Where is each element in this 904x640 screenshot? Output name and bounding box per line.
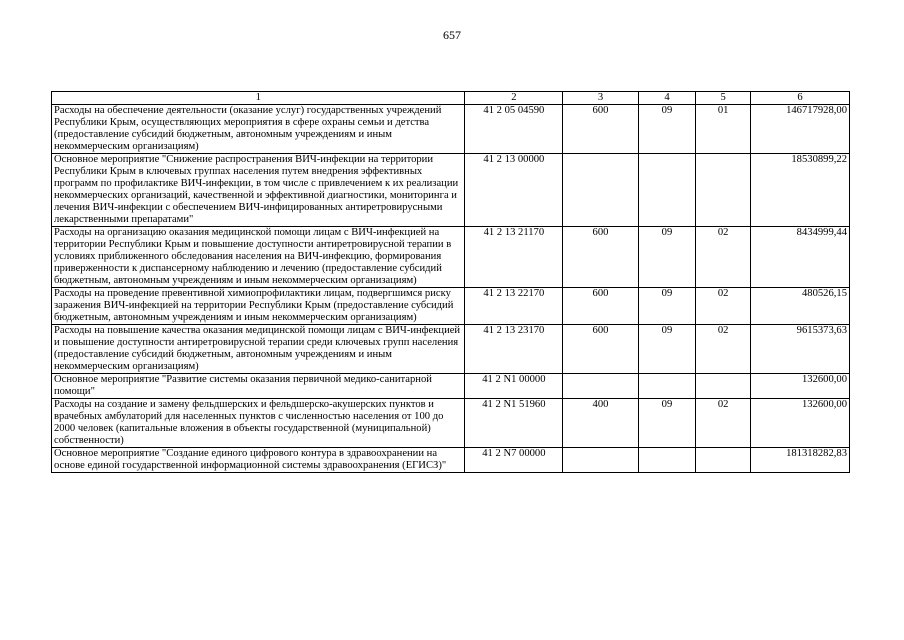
row-description: Основное мероприятие "Создание единого цифрового контура в здравоохранении на основе единой государственной информационной системы здравоохранения (ЕГИСЗ)" bbox=[52, 448, 465, 473]
header-row bbox=[52, 92, 850, 105]
row-section: 09 bbox=[638, 288, 696, 325]
row-description: Расходы на организацию оказания медицинской помощи лицам с ВИЧ-инфекцией на территории Республики Крым и повышение доступности антиретровирусной терапии в условиях приближенного обследования населения на ВИЧ-инфекцию, формирования приверженности к диспансерному наблюдению и лечению (предоставление субсидий бюджетным, автономным учреждениям и иным некоммерческим организациям) bbox=[52, 227, 465, 288]
row-expense-type bbox=[563, 374, 638, 399]
row-subsection bbox=[696, 154, 751, 227]
row-subsection: 02 bbox=[696, 325, 751, 374]
table-row bbox=[52, 325, 850, 374]
header-col-6: 6 bbox=[750, 92, 849, 105]
header-col-4: 4 bbox=[638, 92, 696, 105]
row-target-code: 41 2 13 00000 bbox=[465, 154, 563, 227]
row-description: Расходы на повышение качества оказания медицинской помощи лицам с ВИЧ-инфекцией и повышение доступности антиретровирусной терапии среди ключевых групп населения (предоставление субсидий бюджетным, автономным учреждениям и иным некоммерческим организациям) bbox=[52, 325, 465, 374]
row-expense-type bbox=[563, 448, 638, 473]
row-subsection: 02 bbox=[696, 227, 751, 288]
row-subsection: 02 bbox=[696, 288, 751, 325]
row-target-code: 41 2 N1 51960 bbox=[465, 399, 563, 448]
row-amount: 9615373,63 bbox=[750, 325, 849, 374]
table-row bbox=[52, 288, 850, 325]
row-expense-type: 600 bbox=[563, 105, 638, 154]
header-col-1: 1 bbox=[52, 92, 465, 105]
row-description: Основное мероприятие "Развитие системы оказания первичной медико-санитарной помощи" bbox=[52, 374, 465, 399]
row-subsection bbox=[696, 374, 751, 399]
row-subsection bbox=[696, 448, 751, 473]
row-section bbox=[638, 374, 696, 399]
row-target-code: 41 2 13 21170 bbox=[465, 227, 563, 288]
row-amount: 132600,00 bbox=[750, 374, 849, 399]
table-row bbox=[52, 399, 850, 448]
row-target-code: 41 2 N7 00000 bbox=[465, 448, 563, 473]
row-target-code: 41 2 05 04590 bbox=[465, 105, 563, 154]
row-section: 09 bbox=[638, 325, 696, 374]
table-row bbox=[52, 154, 850, 227]
row-amount: 181318282,83 bbox=[750, 448, 849, 473]
row-amount: 146717928,00 bbox=[750, 105, 849, 154]
row-amount: 8434999,44 bbox=[750, 227, 849, 288]
row-target-code: 41 2 13 23170 bbox=[465, 325, 563, 374]
row-amount: 132600,00 bbox=[750, 399, 849, 448]
row-target-code: 41 2 N1 00000 bbox=[465, 374, 563, 399]
table-row bbox=[52, 374, 850, 399]
row-section: 09 bbox=[638, 399, 696, 448]
row-description: Расходы на проведение превентивной химиопрофилактики лицам, подвергшимся риску заражения ВИЧ-инфекцией на территории Республики Крым (предоставление субсидий бюджетным, автономным учреждениям и иным некоммерческим организациям) bbox=[52, 288, 465, 325]
row-amount: 18530899,22 bbox=[750, 154, 849, 227]
budget-table bbox=[51, 91, 850, 473]
row-target-code: 41 2 13 22170 bbox=[465, 288, 563, 325]
header-col-3: 3 bbox=[563, 92, 638, 105]
row-expense-type: 400 bbox=[563, 399, 638, 448]
row-description: Расходы на создание и замену фельдшерских и фельдшерско-акушерских пунктов и врачебных амбулаторий для населенных пунктов с численностью населения от 100 до 2000 человек (капитальные вложения в объекты государственной (муниципальной) собственности) bbox=[52, 399, 465, 448]
table-header bbox=[52, 92, 850, 105]
table-row bbox=[52, 105, 850, 154]
row-section: 09 bbox=[638, 105, 696, 154]
row-expense-type: 600 bbox=[563, 227, 638, 288]
table-row bbox=[52, 448, 850, 473]
row-expense-type bbox=[563, 154, 638, 227]
row-description: Расходы на обеспечение деятельности (оказание услуг) государственных учреждений Республики Крым, осуществляющих мероприятия в сфере охраны семьи и детства (предоставление субсидий бюджетным, автономным учреждениям и иным некоммерческим организациям) bbox=[52, 105, 465, 154]
table-body bbox=[52, 105, 850, 473]
row-amount: 480526,15 bbox=[750, 288, 849, 325]
row-expense-type: 600 bbox=[563, 288, 638, 325]
row-subsection: 01 bbox=[696, 105, 751, 154]
row-section: 09 bbox=[638, 227, 696, 288]
row-subsection: 02 bbox=[696, 399, 751, 448]
header-col-5: 5 bbox=[696, 92, 751, 105]
table-row bbox=[52, 227, 850, 288]
row-expense-type: 600 bbox=[563, 325, 638, 374]
page-number: 657 bbox=[443, 28, 461, 42]
header-col-2: 2 bbox=[465, 92, 563, 105]
row-section bbox=[638, 448, 696, 473]
row-section bbox=[638, 154, 696, 227]
row-description: Основное мероприятие "Снижение распространения ВИЧ-инфекции на территории Республики Крым в ключевых группах населения путем внедрения эффективных программ по профилактике ВИЧ-инфекции, в том числе с привлечением к их реализации некоммерческих организаций, качественной и эффективной диагностики, мониторинга и лечения ВИЧ-инфекции с обеспечением ВИЧ-инфицированных антиретровирусными лекарственными препаратами" bbox=[52, 154, 465, 227]
